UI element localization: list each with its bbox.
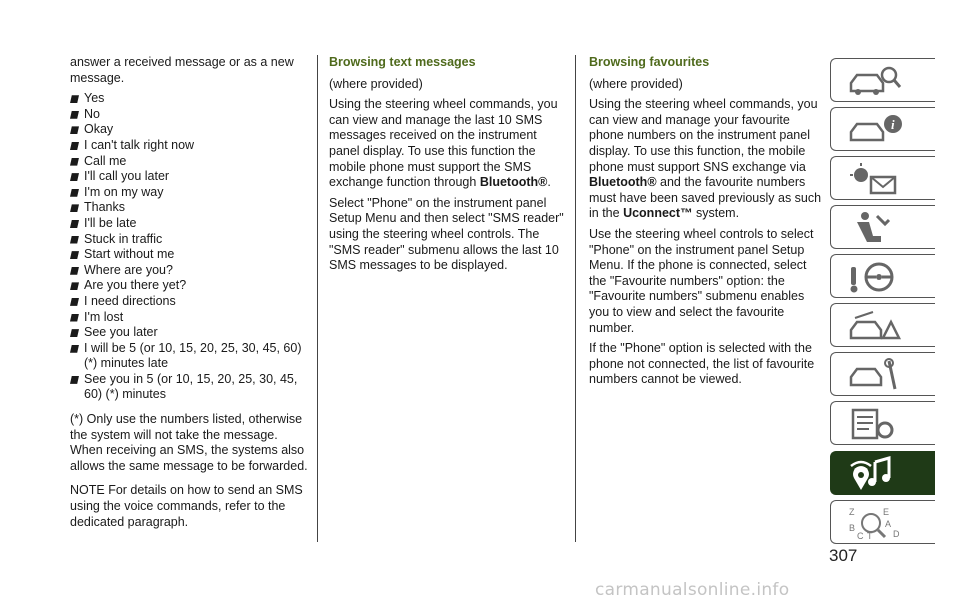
alphabetical-index-icon (845, 505, 905, 541)
multimedia-icon (845, 456, 905, 492)
where-provided-text: (where provided) (589, 76, 683, 91)
list-item-text: I'll be late (84, 215, 137, 230)
list-item (70, 232, 308, 248)
list-item-text: Start without me (84, 247, 175, 262)
bullet-icon (70, 345, 79, 353)
list-item-text: I'm on my way (84, 184, 164, 199)
car-emergency-icon (845, 308, 905, 344)
column-divider (575, 55, 576, 542)
car-service-icon (845, 357, 905, 393)
bullet-icon (70, 173, 79, 181)
bullet-icon (70, 282, 79, 290)
bullet-icon (70, 329, 79, 337)
list-item (70, 247, 308, 263)
bullet-icon (70, 314, 79, 322)
list-item (70, 341, 308, 372)
tab-safety[interactable] (830, 205, 935, 249)
tab-starting-driving[interactable] (830, 254, 935, 298)
list-item-text: Yes (84, 91, 105, 106)
list-item (70, 278, 308, 294)
paragraph-text: If the "Phone" option is selected with the phone not connected, the list of favourite numbers cannot be viewed. (589, 341, 815, 387)
list-item (70, 325, 308, 341)
list-item (70, 107, 308, 123)
list-item-text: See you in 5 (or 10, 15, 20, 25, 30, 45, 60) (*) minutes (84, 371, 298, 402)
intro-text: answer a received message or as a new message. (70, 55, 294, 85)
index-letter: D (893, 529, 900, 539)
bullet-icon (70, 236, 79, 244)
tab-servicing[interactable] (830, 352, 935, 396)
column-3 (589, 55, 825, 393)
paragraph-text: Using the steering wheel commands, you can view and manage the last 10 SMS messages received on the instrument panel display. To use this function the mobile phone must support the SMS exchange function through Bluetooth®. (329, 97, 558, 190)
bullet-icon (70, 142, 79, 150)
list-item (70, 294, 308, 310)
list-item (70, 372, 308, 403)
list-item-text: I'm lost (84, 309, 124, 324)
index-letter: T (867, 531, 873, 541)
list-item-text: No (84, 106, 100, 121)
tab-getting-to-know[interactable] (830, 58, 935, 102)
list-item (70, 169, 308, 185)
list-item-text: Stuck in traffic (84, 231, 163, 246)
paragraph-text: Use the steering wheel controls to select "Phone" on the instrument panel Setup Menu. If the phone is connected, select the "Favourite numbers" option: the "Favourite numbers" submenu enables you to view and select the favourite number. (589, 226, 814, 335)
bullet-icon (70, 298, 79, 306)
bullet-icon (70, 95, 79, 103)
bullet-icon (70, 376, 79, 384)
tab-multimedia[interactable] (830, 451, 935, 495)
message-list (70, 91, 308, 403)
watermark: carmanualsonline.info (595, 580, 790, 600)
bullet-icon (70, 158, 79, 166)
svg-text:i: i (891, 117, 895, 132)
list-item-text: Where are you? (84, 262, 173, 277)
index-letter: A (885, 519, 892, 529)
list-item (70, 200, 308, 216)
index-letter: C (857, 531, 864, 541)
steering-start-icon (845, 259, 905, 295)
list-item (70, 122, 308, 138)
column-divider (317, 55, 318, 542)
bullet-icon (70, 189, 79, 197)
paragraph-text: Select "Phone" on the instrument panel Setup Menu and then select "SMS reader" using the steering wheel controls. The "SMS reader" submenu allows the last 10 SMS messages to be displayed. (329, 195, 564, 273)
list-item-text: I need directions (84, 293, 176, 308)
footnote-text: (*) Only use the numbers listed, otherwise the system will not take the message. When receiving an SMS, the systems also allows the same message to be forwarded. (70, 412, 308, 473)
list-item-text: I can't talk right now (84, 137, 195, 152)
list-item-text: I will be 5 (or 10, 15, 20, 25, 30, 45, 60) (*) minutes late (84, 340, 302, 371)
list-item-text: Thanks (84, 200, 125, 215)
seat-safety-icon (845, 210, 905, 246)
tab-instruments[interactable] (830, 107, 935, 151)
note-text: NOTE For details on how to send an SMS using the voice commands, refer to the dedicated paragraph. (70, 483, 303, 529)
page-number: 307 (829, 546, 858, 565)
where-provided-text: (where provided) (329, 76, 423, 91)
list-item-text: Are you there yet? (84, 278, 187, 293)
bullet-icon (70, 220, 79, 228)
car-info-icon (845, 112, 905, 148)
bullet-icon (70, 251, 79, 259)
section-heading-text-messages: Browsing text messages (329, 55, 476, 69)
bullet-icon (70, 267, 79, 275)
list-item (70, 185, 308, 201)
index-letter: B (849, 523, 856, 533)
column-2 (329, 55, 565, 279)
list-item (70, 263, 308, 279)
paragraph-text: Using the steering wheel commands, you can view and manage your favourite phone numbers on the instrument panel display. To use this function, the mobile phone must support SNS exchange via Bluetooth® and the favourite numbers must have been saved previously as such in the Uconnect™ system. (589, 97, 822, 221)
list-item (70, 138, 308, 154)
list-item (70, 310, 308, 326)
list-item-text: Okay (84, 122, 114, 137)
tab-technical-data[interactable] (830, 401, 935, 445)
bullet-icon (70, 111, 79, 119)
list-item (70, 154, 308, 170)
index-letter: E (883, 507, 890, 517)
tab-emergency[interactable] (830, 303, 935, 347)
car-search-icon (845, 63, 905, 99)
bullet-icon (70, 204, 79, 212)
bullet-icon (70, 126, 79, 134)
dashboard-lights-icon (845, 161, 905, 197)
index-letter: Z (849, 507, 855, 517)
section-heading-favourites: Browsing favourites (589, 55, 710, 69)
tab-warning-lights[interactable] (830, 156, 935, 200)
list-item (70, 216, 308, 232)
tab-index[interactable] (830, 500, 935, 544)
list-item-text: I'll call you later (84, 169, 170, 184)
technical-data-icon (845, 406, 905, 442)
column-1 (70, 55, 308, 535)
list-item-text: Call me (84, 153, 127, 168)
list-item-text: See you later (84, 325, 158, 340)
list-item (70, 91, 308, 107)
